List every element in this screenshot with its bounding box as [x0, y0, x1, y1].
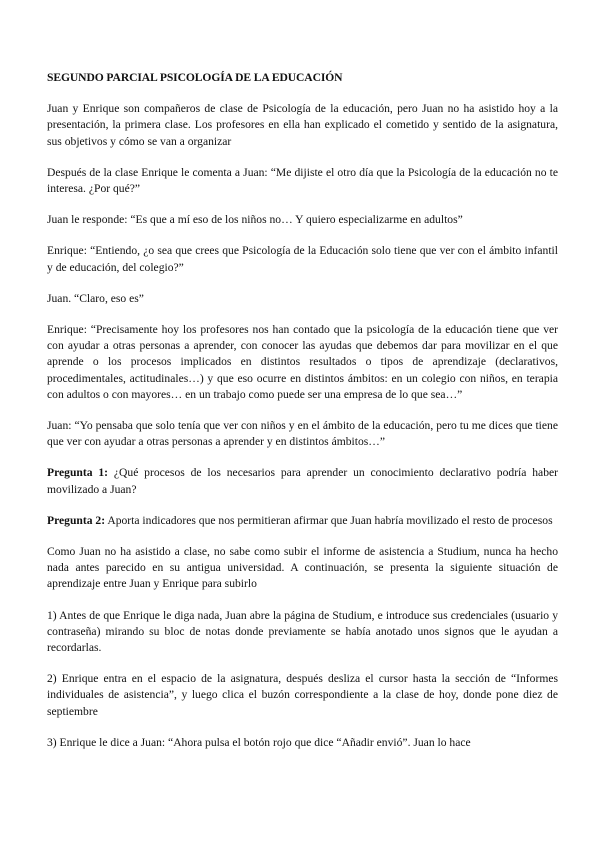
dialogue-paragraph: Juan le responde: “Es que a mí eso de los niños no… Y quiero especializarme en adultos” [47, 213, 463, 227]
dialogue-paragraph: Enrique: “Entiendo, ¿o sea que crees que Psicología de la Educación solo tiene que ver con el ámbito infantil y de educación, del colegio?” [47, 244, 558, 274]
dialogue-paragraph: Enrique: “Precisamente hoy los profesores nos han contado que la psicología de la educación tiene que ver con ayudar a otras personas a aprender, con conocer las ayudas que debemos dar para movilizar en el que aprende o los procesos implicados en distintos resultados o tipos de aprendizaje (declarativos, procedimentales, actitudinales…) y que eso ocurre en distintos ámbitos: en un colegio con niños, en terapia con adultos o con mayores… en un trabajo como puede ser una empresa de lo que sea…” [47, 323, 558, 401]
question-1 [47, 465, 558, 497]
step-2-paragraph: 2) Enrique entra en el espacio de la asignatura, después desliza el cursor hasta la sección de “Informes individuales de asistencia”, y luego clica el buzón correspondiente a la clase de hoy, donde pone diez de septiembre [47, 672, 558, 718]
document-page [47, 70, 558, 766]
document-title: SEGUNDO PARCIAL PSICOLOGÍA DE LA EDUCACIÓN [47, 71, 343, 84]
question-1-label: Pregunta 1: [47, 466, 109, 480]
dialogue-paragraph: Juan: “Yo pensaba que solo tenía que ver con niños y en el ámbito de la educación, pero tu me dices que tiene que ver con ayudar a otras personas a aprender y en distintos ámbitos…” [47, 419, 558, 449]
context-paragraph: Como Juan no ha asistido a clase, no sabe como subir el informe de asistencia a Studium, nunca ha hecho nada antes parecido en su antigua universidad. A continuación, se presenta la siguiente situación de aprendizaje entre Juan y Enrique para subirlo [47, 545, 558, 591]
intro-paragraph: Juan y Enrique son compañeros de clase de Psicología de la educación, pero Juan no ha asistido hoy a la presentación, la primera clase. Los profesores en ella han explicado el cometido y sentido de la asignatura, sus objetivos y cómo se van a organizar [47, 102, 558, 148]
dialogue-paragraph: Después de la clase Enrique le comenta a Juan: “Me dijiste el otro día que la Psicología de la educación no te interesa. ¿Por qué?” [47, 165, 558, 196]
step-3-paragraph: 3) Enrique le dice a Juan: “Ahora pulsa el botón rojo que dice “Añadir envió”. Juan lo hace [47, 735, 471, 749]
dialogue-paragraph: Juan. “Claro, eso es” [47, 291, 144, 305]
question-1-text: ¿Qué procesos de los necesarios para aprender un conocimiento declarativo podría haber movilizado a Juan? [47, 466, 559, 496]
step-1-paragraph: 1) Antes de que Enrique le diga nada, Juan abre la página de Studium, e introduce sus credenciales (usuario y contraseña) mirando su bloc de notas donde previamente se había anotado unos signos que le ayudan a recordarlas. [47, 608, 558, 655]
question-2-text: Aporta indicadores que nos permitieran afirmar que Juan habría movilizado el resto de procesos [105, 513, 553, 527]
question-2 [47, 513, 558, 529]
question-2-label: Pregunta 2: [47, 513, 106, 527]
